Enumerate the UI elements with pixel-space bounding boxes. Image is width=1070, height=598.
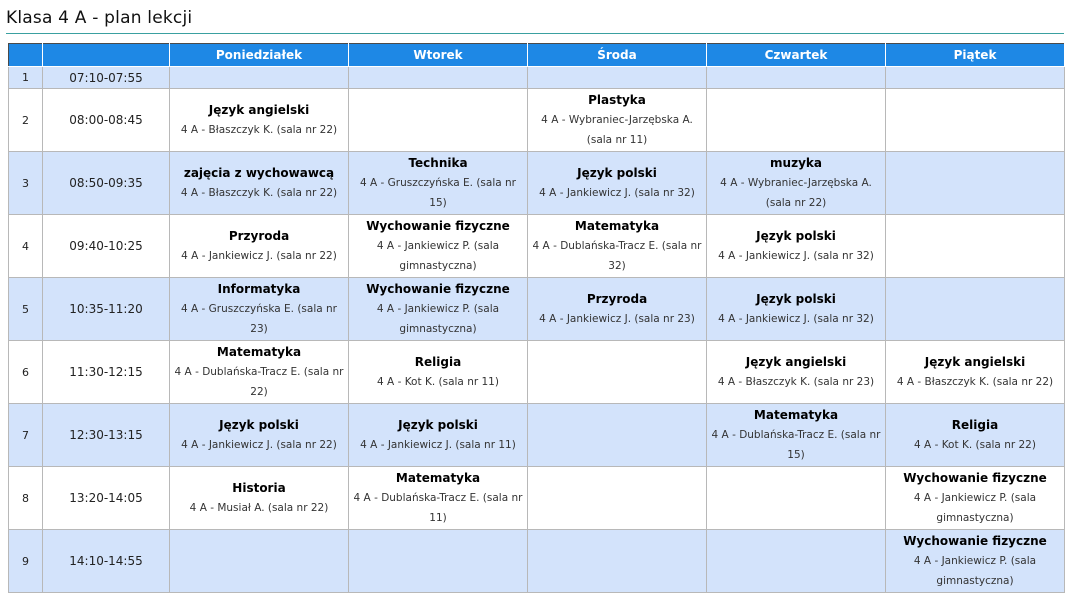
lesson-cell: [886, 152, 1065, 215]
lesson-subject: zajęcia z wychowawcą: [183, 166, 335, 180]
lesson-entry: [349, 153, 527, 213]
lesson-subject: Historia: [232, 481, 286, 495]
lesson-subject: Wychowanie fizyczne: [366, 282, 510, 296]
lesson-time: 08:50-09:35: [43, 152, 170, 215]
lesson-entry: [349, 216, 527, 276]
lesson-cell: [170, 530, 349, 593]
lesson-cell: [349, 278, 528, 341]
lesson-cell: [707, 530, 886, 593]
lesson-entry: [528, 216, 706, 276]
lesson-subject: Język angielski: [745, 355, 847, 369]
lesson-subject: Matematyka: [216, 345, 302, 359]
timetable-body: [9, 67, 1065, 593]
lesson-cell: [886, 530, 1065, 593]
lesson-cell: [707, 404, 886, 467]
lesson-number: 5: [9, 278, 43, 341]
lesson-subject: Wychowanie fizyczne: [903, 534, 1047, 548]
lesson-info: 4 A - Błaszczyk K. (sala nr 22): [896, 376, 1054, 388]
lesson-entry: [707, 153, 885, 213]
lesson-entry: [707, 405, 885, 465]
lesson-cell: [886, 341, 1065, 404]
lesson-time: 13:20-14:05: [43, 467, 170, 530]
lesson-cell: [886, 404, 1065, 467]
lesson-entry: [886, 352, 1064, 392]
lesson-cell: [886, 89, 1065, 152]
lesson-cell: [886, 467, 1065, 530]
lesson-cell: [707, 67, 886, 89]
lesson-subject: Wychowanie fizyczne: [903, 471, 1047, 485]
lesson-info: 4 A - Jankiewicz J. (sala nr 22): [181, 439, 337, 451]
lesson-subject: Matematyka: [574, 219, 660, 233]
header-day-thursday: Czwartek: [707, 44, 886, 67]
lesson-subject: Religia: [414, 355, 462, 369]
lesson-subject: Technika: [408, 156, 468, 170]
lesson-subject: Język polski: [398, 418, 478, 432]
header-nr: [9, 44, 43, 67]
lesson-cell: [707, 89, 886, 152]
lesson-info: 4 A - Dublańska-Tracz E. (sala nr 32): [532, 240, 702, 272]
lesson-info: 4 A - Gruszczyńska E. (sala nr 15): [359, 177, 517, 209]
lesson-cell: [170, 404, 349, 467]
lesson-info: 4 A - Błaszczyk K. (sala nr 22): [180, 187, 338, 199]
table-row: [9, 404, 1065, 467]
lesson-cell: [349, 467, 528, 530]
table-row: [9, 89, 1065, 152]
lesson-cell: [349, 404, 528, 467]
table-row: [9, 152, 1065, 215]
lesson-cell: [528, 467, 707, 530]
lesson-cell: [528, 530, 707, 593]
lesson-info: 4 A - Jankiewicz P. (sala gimnastyczna): [913, 492, 1037, 524]
lesson-info: 4 A - Jankiewicz P. (sala gimnastyczna): [376, 240, 500, 272]
lesson-cell: [528, 67, 707, 89]
lesson-time: 11:30-12:15: [43, 341, 170, 404]
lesson-info: 4 A - Jankiewicz P. (sala gimnastyczna): [913, 555, 1037, 587]
lesson-entry: [170, 279, 348, 339]
lesson-subject: Język polski: [577, 166, 657, 180]
lesson-info: 4 A - Dublańska-Tracz E. (sala nr 11): [353, 492, 523, 524]
lesson-cell: [528, 341, 707, 404]
lesson-number: 3: [9, 152, 43, 215]
lesson-info: 4 A - Dublańska-Tracz E. (sala nr 22): [174, 366, 344, 398]
lesson-cell: [707, 152, 886, 215]
timetable-header-row: [9, 44, 1065, 67]
header-day-wednesday: Środa: [528, 44, 707, 67]
lesson-entry: [528, 289, 706, 329]
lesson-cell: [528, 278, 707, 341]
lesson-cell: [170, 89, 349, 152]
lesson-cell: [349, 89, 528, 152]
lesson-cell: [170, 215, 349, 278]
lesson-number: 8: [9, 467, 43, 530]
lesson-cell: [707, 215, 886, 278]
lesson-cell: [349, 530, 528, 593]
lesson-info: 4 A - Kot K. (sala nr 11): [377, 376, 499, 388]
header-day-monday: Poniedziałek: [170, 44, 349, 67]
lesson-cell: [349, 341, 528, 404]
lesson-subject: Przyroda: [228, 229, 290, 243]
lesson-cell: [170, 152, 349, 215]
lesson-info: 4 A - Wybraniec-Jarzębska A. (sala nr 22): [720, 177, 872, 209]
lesson-entry: [707, 226, 885, 266]
table-row: [9, 341, 1065, 404]
lesson-subject: Religia: [951, 418, 999, 432]
lesson-cell: [886, 278, 1065, 341]
lesson-info: 4 A - Jankiewicz P. (sala gimnastyczna): [376, 303, 500, 335]
lesson-subject: Plastyka: [588, 93, 646, 107]
lesson-info: 4 A - Błaszczyk K. (sala nr 22): [180, 124, 338, 136]
lesson-time: 14:10-14:55: [43, 530, 170, 593]
lesson-time: 10:35-11:20: [43, 278, 170, 341]
lesson-number: 1: [9, 67, 43, 89]
table-row: [9, 278, 1065, 341]
lesson-cell: [707, 341, 886, 404]
lesson-subject: Informatyka: [217, 282, 301, 296]
lesson-subject: Język angielski: [208, 103, 310, 117]
lesson-info: 4 A - Jankiewicz J. (sala nr 22): [181, 250, 337, 262]
lesson-time: 07:10-07:55: [43, 67, 170, 89]
lesson-time: 08:00-08:45: [43, 89, 170, 152]
lesson-subject: muzyka: [770, 156, 822, 170]
lesson-cell: [349, 67, 528, 89]
lesson-cell: [886, 67, 1065, 89]
lesson-cell: [528, 152, 707, 215]
lesson-cell: [528, 215, 707, 278]
lesson-cell: [170, 278, 349, 341]
table-row: [9, 530, 1065, 593]
lesson-number: 2: [9, 89, 43, 152]
lesson-info: 4 A - Kot K. (sala nr 22): [914, 439, 1036, 451]
table-row: [9, 467, 1065, 530]
lesson-time: 09:40-10:25: [43, 215, 170, 278]
lesson-entry: [528, 163, 706, 203]
lesson-cell: [528, 89, 707, 152]
lesson-info: 4 A - Musiał A. (sala nr 22): [189, 502, 329, 514]
lesson-entry: [886, 415, 1064, 455]
lesson-cell: [707, 467, 886, 530]
lesson-entry: [170, 478, 348, 518]
table-row: [9, 67, 1065, 89]
lesson-cell: [349, 152, 528, 215]
lesson-time: 12:30-13:15: [43, 404, 170, 467]
lesson-info: 4 A - Jankiewicz J. (sala nr 32): [539, 187, 695, 199]
table-row: [9, 215, 1065, 278]
lesson-info: 4 A - Jankiewicz J. (sala nr 11): [360, 439, 516, 451]
lesson-cell: [886, 215, 1065, 278]
lesson-subject: Język angielski: [924, 355, 1026, 369]
lesson-subject: Przyroda: [586, 292, 648, 306]
lesson-subject: Wychowanie fizyczne: [366, 219, 510, 233]
lesson-cell: [707, 278, 886, 341]
lesson-entry: [886, 531, 1064, 591]
lesson-cell: [170, 467, 349, 530]
lesson-subject: Język polski: [756, 292, 836, 306]
lesson-subject: Matematyka: [753, 408, 839, 422]
lesson-cell: [349, 215, 528, 278]
lesson-subject: Matematyka: [395, 471, 481, 485]
lesson-entry: [528, 90, 706, 150]
lesson-entry: [170, 163, 348, 203]
timetable: [8, 43, 1065, 593]
lesson-info: 4 A - Jankiewicz J. (sala nr 32): [718, 313, 874, 325]
lesson-number: 9: [9, 530, 43, 593]
lesson-info: 4 A - Jankiewicz J. (sala nr 23): [539, 313, 695, 325]
lesson-entry: [707, 289, 885, 329]
header-day-tuesday: Wtorek: [349, 44, 528, 67]
lesson-entry: [349, 279, 527, 339]
lesson-entry: [886, 468, 1064, 528]
lesson-number: 7: [9, 404, 43, 467]
lesson-cell: [170, 341, 349, 404]
lesson-number: 6: [9, 341, 43, 404]
lesson-info: 4 A - Gruszczyńska E. (sala nr 23): [180, 303, 338, 335]
lesson-entry: [349, 468, 527, 528]
lesson-info: 4 A - Wybraniec-Jarzębska A. (sala nr 11): [541, 114, 693, 146]
lesson-entry: [170, 415, 348, 455]
lesson-cell: [170, 67, 349, 89]
lesson-subject: Język polski: [219, 418, 299, 432]
lesson-cell: [528, 404, 707, 467]
lesson-entry: [707, 352, 885, 392]
lesson-info: 4 A - Dublańska-Tracz E. (sala nr 15): [711, 429, 881, 461]
page-title: Klasa 4 A - plan lekcji: [6, 8, 193, 28]
lesson-entry: [170, 342, 348, 402]
lesson-subject: Język polski: [756, 229, 836, 243]
lesson-entry: [170, 226, 348, 266]
lesson-number: 4: [9, 215, 43, 278]
lesson-entry: [349, 352, 527, 392]
lesson-entry: [170, 100, 348, 140]
lesson-entry: [349, 415, 527, 455]
lesson-info: 4 A - Błaszczyk K. (sala nr 23): [717, 376, 875, 388]
title-divider: [6, 33, 1064, 34]
header-godz: [43, 44, 170, 67]
lesson-info: 4 A - Jankiewicz J. (sala nr 32): [718, 250, 874, 262]
header-day-friday: Piątek: [886, 44, 1065, 67]
